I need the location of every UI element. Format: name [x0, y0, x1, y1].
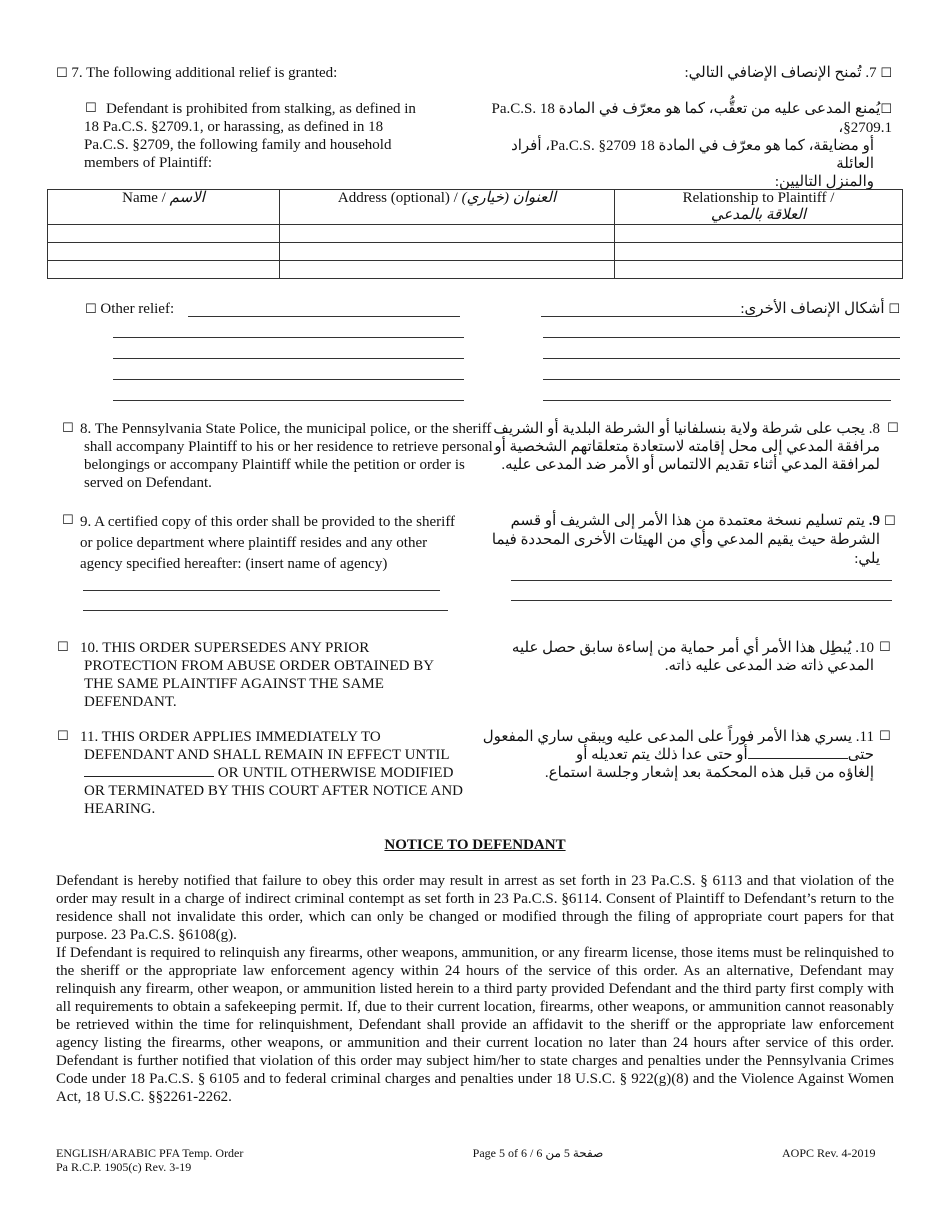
- col-address-header: Address (optional) / العنوان (خياري): [280, 190, 615, 225]
- item9-ar-agency-line[interactable]: [511, 580, 892, 581]
- stalking-ar-checkbox[interactable]: ☐: [880, 102, 892, 117]
- table-row[interactable]: [48, 225, 903, 243]
- footer-rule: Pa R.C.P. 1905(c) Rev. 3-19: [56, 1160, 192, 1174]
- item8-ar-checkbox[interactable]: ☐: [887, 421, 899, 436]
- item11-date-line[interactable]: [84, 764, 214, 777]
- notice-heading: NOTICE TO DEFENDANT: [384, 837, 566, 853]
- item9-agency-line[interactable]: [83, 610, 448, 611]
- other-relief-ar-line[interactable]: [543, 379, 900, 380]
- stalking-ar-line1: يُمنع المدعى عليه من تعقُّب، كما هو معرّف في المادة 18 Pa.C.S. §2709.1،: [491, 101, 892, 136]
- item9-checkbox[interactable]: ☐: [62, 513, 74, 528]
- notice-paragraph-1: Defendant is hereby notified that failure to obey this order may result in arrest as set forth in 23 Pa.C.S. § 6113 and that violation of the order may result in a charge of indirect criminal contempt as set forth in 23 Pa.C.S. §6114. Consent of Plaintiff to Defendant’s return to the residence shall not invalidate this order, which can only be changed or modified through the filing of appropriate court papers for that purpose. 23 Pa.C.S. §6108(g).: [56, 873, 894, 943]
- item11-checkbox[interactable]: ☐: [57, 729, 69, 744]
- item9-agency-line[interactable]: [83, 590, 440, 591]
- stalking-en-text: Defendant is prohibited from stalking, as defined in 18 Pa.C.S. §2709.1, or harassing, as defined in 18 Pa.C.S. §2709, the following family and household members of Plaintiff:: [84, 101, 416, 171]
- other-relief-ar-label: أشكال الإنصاف الأخرى:: [740, 301, 885, 317]
- stalking-ar-line3: والمنزل التاليين:: [774, 174, 874, 190]
- other-relief-ar-line[interactable]: [541, 316, 757, 317]
- table-header-row: [48, 190, 903, 225]
- item9-en-text: 9. A certified copy of this order shall be provided to the sheriff or police department where plaintiff resides and any other agency specified hereafter: (insert name of agency): [80, 514, 456, 572]
- item11-en-text: 11. THIS ORDER APPLIES IMMEDIATELY TO DEFENDANT AND SHALL REMAIN IN EFFECT UNTIL OR UNTIL OTHERWISE MODIFIED OR TERMINATED BY THIS COURT AFTER NOTICE AND HEARING.: [80, 729, 463, 817]
- item7-ar-text: 7. تُمنح الإنصاف الإضافي التالي:: [684, 65, 877, 81]
- col-relationship-header: Relationship to Plaintiff / العلاقة بالمدعي: [615, 190, 903, 225]
- item10-ar-checkbox[interactable]: ☐: [879, 640, 891, 655]
- item10-ar-text: 10. يُبطِل هذا الأمر أي أمر حماية من إساءة سابق حصل عليه المدعي ذاته ضد المدعى عليه ذاته.: [511, 640, 874, 674]
- item8-en-text: 8. The Pennsylvania State Police, the municipal police, or the sheriff shall accompany Plaintiff to his or her residence to retrieve personal belongings or accompany Plaintiff while the petition or order is served on Defendant.: [80, 421, 493, 491]
- col-name-header: Name / الاسم: [48, 190, 280, 225]
- item7-ar-checkbox[interactable]: ☐: [880, 66, 892, 81]
- footer-form-name: ENGLISH/ARABIC PFA Temp. Order: [56, 1146, 244, 1160]
- other-relief-label: Other relief:: [100, 301, 175, 317]
- item7-en-row: [56, 64, 337, 83]
- other-relief-line[interactable]: [113, 358, 464, 359]
- table-row[interactable]: [48, 243, 903, 261]
- other-relief-ar-checkbox[interactable]: ☐: [888, 302, 900, 317]
- stalking-ar-line2: أو مضايقة، كما هو معرّف في المادة 18 Pa.C.S. §2709، أفراد العائلة: [511, 138, 874, 172]
- item8-checkbox[interactable]: ☐: [62, 421, 74, 436]
- item11-ar-checkbox[interactable]: ☐: [879, 729, 891, 744]
- other-relief-checkbox[interactable]: ☐: [85, 302, 97, 317]
- notice-paragraph-2: If Defendant is required to relinquish any firearms, other weapons, ammunition, or any firearm license, those items must be relinquished to the sheriff or the appropriate law enforcement agency within 24 hours of the service of this order. As an alternative, Defendant may relinquish any firearm, other weapon, or ammunition listed herein to a third party provided Defendant and the third party first comply with all requirements to obtain a safekeeping permit. If, due to their current location, firearms, other weapons, or ammunition cannot reasonably be retrieved within the time for relinquishment, Defendant shall provide an affidavit to the sheriff or the appropriate law enforcement agency listing the firearms, other weapons, or ammunition and their current location no later than 24 hours after service of this order. Defendant is further notified that violation of this order may subject him/her to state charges and penalties under the Pennsylvania Crimes Code under 18 Pa.C.S. § 6105 and to federal criminal charges and penalties under 18 U.S.C. § 922(g)(8) and the Violence Against Women Act, 18 U.S.C. §§2261-2262.: [56, 945, 894, 1105]
- other-relief-line[interactable]: [113, 337, 464, 338]
- other-relief-ar-line[interactable]: [543, 400, 891, 401]
- footer-revision: AOPC Rev. 4-2019: [782, 1146, 876, 1160]
- item10-checkbox[interactable]: ☐: [57, 640, 69, 655]
- item11-ar-text: 11. يسري هذا الأمر فوراً على المدعى عليه ويبقى ساري المفعول حتىأو حتى عدا ذلك يتم تعديله أو إلغاؤه من قبل هذه المحكمة بعد إشعار وجلسة استماع.: [482, 729, 874, 781]
- stalking-ar-block: [472, 100, 892, 191]
- stalking-checkbox[interactable]: ☐: [85, 101, 97, 116]
- other-relief-line[interactable]: [113, 400, 464, 401]
- item7-checkbox[interactable]: ☐: [56, 66, 68, 81]
- household-members-table: [47, 189, 903, 279]
- item7-ar-row: [592, 64, 892, 83]
- item10-en-text: 10. THIS ORDER SUPERSEDES ANY PRIOR PROTECTION FROM ABUSE ORDER OBTAINED BY THE SAME PLAINTIFF AGAINST THE SAME DEFENDANT.: [80, 640, 434, 710]
- other-relief-line[interactable]: [188, 316, 460, 317]
- other-relief-en: [85, 300, 174, 319]
- item8-ar-text: 8. يجب على شرطة ولاية بنسلفانيا أو الشرطة البلدية أو الشريف مرافقة المدعي إلى محل إقامته لاستعادة متعلقاتهم الشخصية أو لمرافقة المدعي أثناء تقديم الالتماس أو الأمر ضد المدعى عليه.: [493, 421, 880, 473]
- notice-body: [56, 872, 894, 1106]
- item9-ar-text: 9. يتم تسليم نسخة معتمدة من هذا الأمر إلى الشريف أو قسم الشرطة حيث يقيم المدعي وأي من الهيئات الأخرى المحددة فيما يلي:: [491, 513, 880, 567]
- item7-en-text: 7. The following additional relief is granted:: [71, 65, 338, 81]
- item9-ar-agency-line[interactable]: [511, 600, 892, 601]
- other-relief-ar-line[interactable]: [543, 337, 900, 338]
- table-row[interactable]: [48, 261, 903, 279]
- other-relief-line[interactable]: [113, 379, 464, 380]
- item11-ar-date-line[interactable]: [748, 746, 848, 759]
- item9-ar-checkbox[interactable]: ☐: [884, 514, 896, 529]
- footer-page-number: Page 5 of 6 / 6 صفحة 5 من: [472, 1146, 604, 1160]
- other-relief-ar-line[interactable]: [543, 358, 900, 359]
